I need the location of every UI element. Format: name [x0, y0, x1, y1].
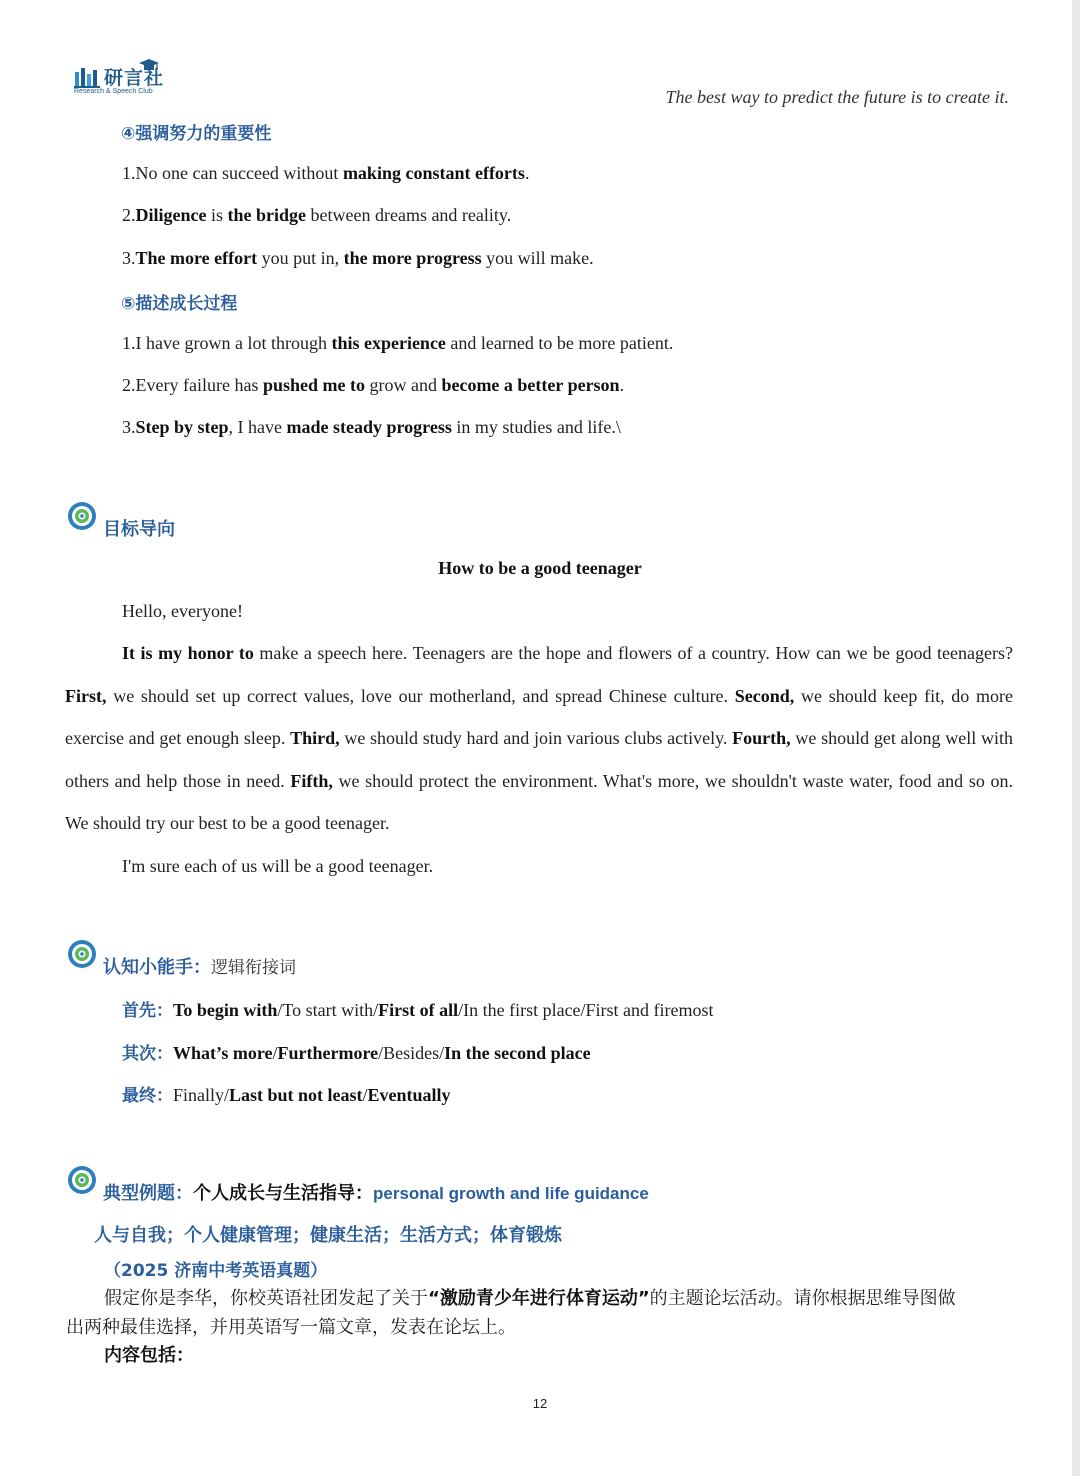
- example-prompt-line-2: 出两种最佳选择，并用英语写一篇文章，发表在论坛上。: [66, 1317, 516, 1338]
- logo-text-cn: 研言社: [104, 67, 165, 89]
- section-heading-growth: ⑤描述成长过程: [121, 294, 238, 314]
- section-title-goal: 目标导向: [103, 519, 175, 540]
- example-content-label: 内容包括：: [104, 1345, 194, 1366]
- target-icon: [66, 938, 98, 970]
- growth-sentence-2: 2.Every failure has pushed me to grow and become a better person.: [122, 375, 625, 395]
- club-logo: [74, 58, 164, 100]
- target-icon: [66, 500, 98, 532]
- logo-text-en: Research & Speech Club: [74, 88, 153, 95]
- connector-row-final: 最终：Finally/Last but not least/Eventually: [122, 1085, 451, 1106]
- essay-greeting: Hello, everyone!: [122, 601, 243, 621]
- page-number: 12: [532, 1396, 548, 1411]
- connector-row-second: 其次：What’s more/Furthermore/Besides/In the second place: [122, 1043, 591, 1064]
- example-tags: 人与自我；个人健康管理；健康生活；生活方式；体育锻炼: [94, 1225, 562, 1246]
- example-source: （2025 济南中考英语真题）: [104, 1261, 328, 1281]
- connector-row-first: 首先：To begin with/To start with/First of all/In the first place/First and firemost: [122, 1000, 714, 1021]
- growth-sentence-3: 3.Step by step, I have made steady progress in my studies and life.\: [122, 417, 621, 437]
- header-motto: The best way to predict the future is to create it.: [665, 87, 1009, 107]
- section-title-example: 典型例题：个人成长与生活指导：personal growth and life guidance: [103, 1183, 649, 1204]
- section-title-cognitive: 认知小能手：逻辑衔接词: [103, 957, 296, 978]
- essay-closing: I'm sure each of us will be a good teenager.: [122, 856, 434, 876]
- effort-sentence-1: 1.No one can succeed without making constant efforts.: [122, 163, 530, 183]
- essay-body-paragraph: It is my honor to make a speech here. Teenagers are the hope and flowers of a country. How can we be good teenagers? First, we should set up correct values, love our motherland, and spread Chinese culture. Second, we should keep fit, do more exercise and get enough sleep. Third, we should study hard and join various clubs actively. Fourth, we should get along well with others and help those in need. Fifth, we should protect the environment. What's more, we shouldn't waste water, food and so on. We should try our best to be a good teenager.: [65, 643, 1013, 833]
- essay-title: How to be a good teenager: [438, 558, 642, 578]
- effort-sentence-2: 2.Diligence is the bridge between dreams and reality.: [122, 205, 512, 225]
- page-edge-shadow: [1072, 0, 1080, 1476]
- target-icon: [66, 1164, 98, 1196]
- example-prompt-line-1: 假定你是李华，你校英语社团发起了关于“激励青少年进行体育运动”的主题论坛活动。请你根据思维导图做: [104, 1288, 956, 1309]
- section-heading-effort: ④强调努力的重要性: [121, 124, 272, 144]
- effort-sentence-3: 3.The more effort you put in, the more progress you will make.: [122, 248, 594, 268]
- book-icon: [74, 64, 104, 90]
- growth-sentence-1: 1.I have grown a lot through this experience and learned to be more patient.: [122, 333, 674, 353]
